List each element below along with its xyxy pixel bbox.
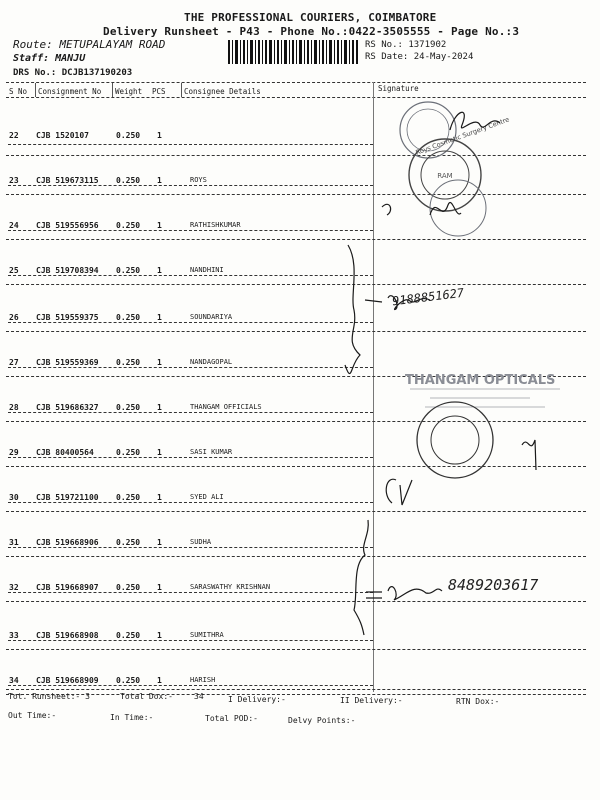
col-sep xyxy=(112,83,113,97)
footer-total-dox-value: 34 xyxy=(194,692,204,701)
row-consignee: THANGAM OFFICIALS xyxy=(190,403,262,411)
signature-26 xyxy=(365,296,430,310)
row-pcs: 1 xyxy=(157,493,162,502)
company-title: THE PROFESSIONAL COURIERS, COIMBATORE xyxy=(184,11,437,24)
row-consignee: ROYS xyxy=(190,176,207,184)
row-consignee: SARASWATHY KRISHNAN xyxy=(190,583,271,591)
row-consignee: SOUNDARIYA xyxy=(190,313,233,321)
row-weight: 0.250 xyxy=(116,448,141,457)
row-underline xyxy=(8,185,373,186)
signature-29 xyxy=(522,440,536,470)
row-underline xyxy=(8,685,373,686)
row-pcs: 1 xyxy=(157,403,162,412)
row-consignee: NANDHINI xyxy=(190,266,224,274)
footer-delvy-points: Delvy Points:- xyxy=(288,716,356,725)
row-underline xyxy=(8,144,373,145)
row-underline xyxy=(8,502,373,503)
row-sno: 23 xyxy=(9,176,19,185)
row-weight: 0.250 xyxy=(116,538,141,547)
footer-total-dox: Total Dox:- xyxy=(120,692,173,701)
row-weight: 0.250 xyxy=(116,631,141,640)
row-sno: 32 xyxy=(9,583,19,592)
col-signature: Signature xyxy=(378,84,419,93)
row-pcs: 1 xyxy=(157,221,162,230)
row-sno: 29 xyxy=(9,448,19,457)
row-pcs: 1 xyxy=(157,266,162,275)
row-weight: 0.250 xyxy=(116,583,141,592)
row-pcs: 1 xyxy=(157,448,162,457)
handwritten-phone-2: 8489203617 xyxy=(448,576,539,594)
rs-number: RS No.: 1371902 xyxy=(365,40,447,50)
row-sno: 22 xyxy=(9,131,19,140)
row-sno: 25 xyxy=(9,266,19,275)
row-sno: 27 xyxy=(9,358,19,367)
row-consignee: SYED ALI xyxy=(190,493,224,501)
footer-ii-delivery: II Delivery:- xyxy=(340,696,403,705)
staff-label: Staff: MANJU xyxy=(13,53,86,64)
row-underline xyxy=(8,592,373,593)
row-consignment: CJB 519686327 xyxy=(36,403,99,412)
runsheet-subtitle: Delivery Runsheet - P43 - Phone No.:0422-3505555 - Page No.:3 xyxy=(103,25,520,38)
drs-number: DRS No.: DCJB137190203 xyxy=(13,68,133,78)
row-sno: 30 xyxy=(9,493,19,502)
footer-out-time: Out Time:- xyxy=(8,711,57,720)
signature-30 xyxy=(386,479,412,505)
header-top-rule xyxy=(6,82,586,83)
signature-32 xyxy=(366,587,442,600)
row-pcs: 1 xyxy=(157,583,162,592)
row-weight: 0.250 xyxy=(116,676,141,685)
rs-date: RS Date: 24-May-2024 xyxy=(365,52,474,62)
row-weight: 0.250 xyxy=(116,358,141,367)
row-consignee: SASI KUMAR xyxy=(190,448,233,456)
round-stamp-29 xyxy=(417,402,493,478)
row-consignment: CJB 519708394 xyxy=(36,266,99,275)
row-consignee: SUMITHRA xyxy=(190,631,224,639)
row-underline xyxy=(8,457,373,458)
col-pcs: PCS xyxy=(152,87,166,96)
row-pcs: 1 xyxy=(157,313,162,322)
row-pcs: 1 xyxy=(157,538,162,547)
footer-i-delivery: I Delivery:- xyxy=(228,695,286,704)
footer-in-time: In Time:- xyxy=(110,713,154,722)
footer-rule xyxy=(6,689,586,690)
row-pcs: 1 xyxy=(157,676,162,685)
row-consignment: CJB 80400564 xyxy=(36,448,94,457)
col-consignment: Consignment No xyxy=(38,87,102,96)
row-sno: 33 xyxy=(9,631,19,640)
route-label: Route: METUPALAYAM ROAD xyxy=(13,38,166,51)
row-consignment: CJB 519668909 xyxy=(36,676,99,685)
footer-tot-runsheet: Tot. Runsheet:- 3 xyxy=(8,692,90,701)
col-sep xyxy=(181,83,182,97)
row-underline xyxy=(8,275,373,276)
row-underline xyxy=(8,367,373,368)
row-weight: 0.250 xyxy=(116,131,141,140)
row-consignment: CJB 519668906 xyxy=(36,538,99,547)
row-consignment: CJB 1520107 xyxy=(36,131,89,140)
svg-text:RAM: RAM xyxy=(437,172,453,180)
row-consignee: RATHISHKUMAR xyxy=(190,221,241,229)
row-underline xyxy=(8,230,373,231)
col-sep xyxy=(35,83,36,97)
row-consignment: CJB 519668907 xyxy=(36,583,99,592)
handwritten-phone-1: 9188851627 xyxy=(391,285,465,309)
row-sno: 24 xyxy=(9,221,19,230)
row-pcs: 1 xyxy=(157,358,162,367)
row-pcs: 1 xyxy=(157,631,162,640)
row-consignment: CJB 519559375 xyxy=(36,313,99,322)
row-weight: 0.250 xyxy=(116,403,141,412)
col-sno: S No xyxy=(9,87,28,96)
row-sno: 28 xyxy=(9,403,19,412)
bracket-31-33 xyxy=(354,520,368,635)
row-sno: 34 xyxy=(9,676,19,685)
row-underline xyxy=(8,640,373,641)
bracket-26-27 xyxy=(345,245,360,374)
row-consignment: CJB 519556956 xyxy=(36,221,99,230)
row-sno: 26 xyxy=(9,313,19,322)
row-pcs: 1 xyxy=(157,176,162,185)
row-underline xyxy=(8,412,373,413)
row-consignee: NANDAGOPAL xyxy=(190,358,233,366)
row-weight: 0.250 xyxy=(116,493,141,502)
row-consignment: CJB 519559369 xyxy=(36,358,99,367)
row-weight: 0.250 xyxy=(116,313,141,322)
row-consignee: SUDHA xyxy=(190,538,212,546)
footer-total-pod: Total POD:- xyxy=(205,714,258,723)
row-pcs: 1 xyxy=(157,131,162,140)
row-consignment: CJB 519721100 xyxy=(36,493,99,502)
barcode xyxy=(228,40,358,64)
thangam-stamp-text: THANGAM OPTICALS xyxy=(405,373,556,388)
col-details: Consignee Details xyxy=(184,87,261,96)
footer-rtn-dox: RTN Dox:- xyxy=(456,697,500,706)
row-weight: 0.250 xyxy=(116,266,141,275)
row-consignee: HARISH xyxy=(190,676,216,684)
row-consignment: CJB 519673115 xyxy=(36,176,99,185)
row-weight: 0.250 xyxy=(116,176,141,185)
signature-area xyxy=(330,95,590,695)
row-consignment: CJB 519668908 xyxy=(36,631,99,640)
col-weight: Weight xyxy=(115,87,143,96)
row-underline xyxy=(8,322,373,323)
roys-stamp-text: Roys Cosmetic Surgery Centre xyxy=(414,115,511,157)
row-sno: 31 xyxy=(9,538,19,547)
row-underline xyxy=(8,547,373,548)
row-weight: 0.250 xyxy=(116,221,141,230)
signature-24 xyxy=(382,203,461,215)
